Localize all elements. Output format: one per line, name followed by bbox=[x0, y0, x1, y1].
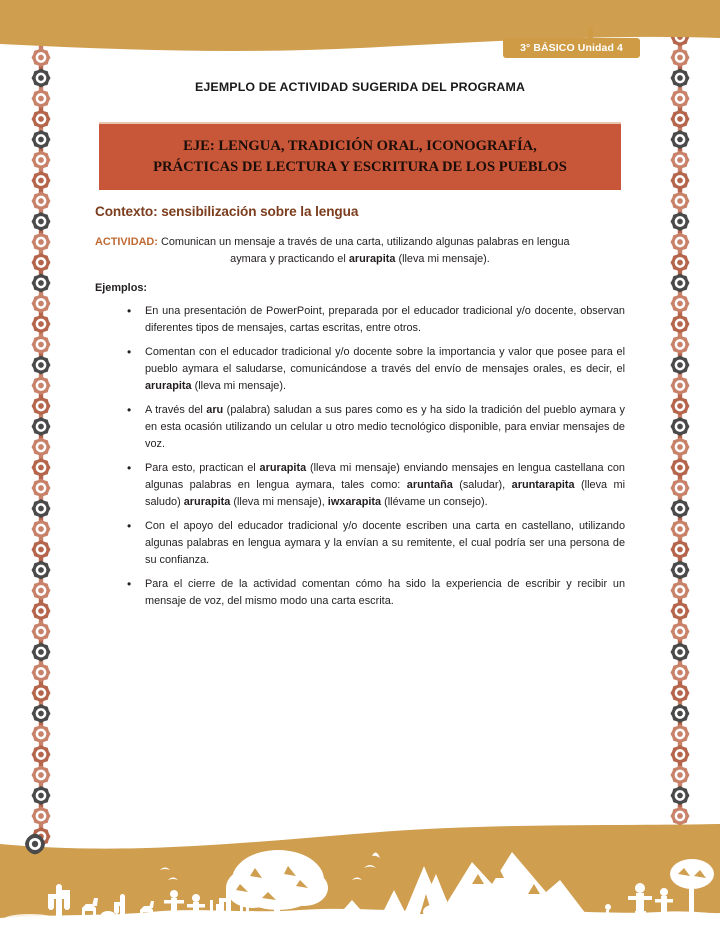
medallion-icon bbox=[32, 540, 51, 559]
medallion-icon bbox=[32, 643, 51, 662]
example-text: (lleva mi saludo) bbox=[145, 478, 625, 508]
example-text: Comentan con el educador tradicional y/o docente sobre la importancia y valor que posee para el pueblo aymara el saludarse, comunicándose a través del envío de mensajes orales, es decir, el bbox=[145, 345, 625, 375]
medallion-icon bbox=[32, 212, 51, 231]
grade-unit-badge: 3° BÁSICO Unidad 4 bbox=[503, 38, 640, 58]
medallion-icon bbox=[32, 581, 51, 600]
medallion-icon bbox=[671, 294, 690, 313]
footer-illustration-band bbox=[0, 822, 720, 932]
eje-banner bbox=[99, 122, 621, 190]
medallion-icon bbox=[671, 171, 690, 190]
medallion-icon bbox=[32, 110, 51, 129]
example-item bbox=[143, 518, 625, 569]
medallion-icon bbox=[671, 704, 690, 723]
medallion-icon bbox=[671, 561, 690, 580]
medallion-icon bbox=[671, 581, 690, 600]
medallion-icon bbox=[32, 602, 51, 621]
main-content bbox=[95, 80, 625, 610]
medallion-icon bbox=[32, 397, 51, 416]
medallion-icon bbox=[32, 376, 51, 395]
medallion-icon bbox=[32, 417, 51, 436]
medallion-icon bbox=[671, 663, 690, 682]
medallion-icon bbox=[671, 479, 690, 498]
eje-banner-line-1: EJE: LENGUA, TRADICIÓN ORAL, ICONOGRAFÍA, bbox=[183, 138, 537, 154]
medallion-icon bbox=[671, 89, 690, 108]
medallion-icon bbox=[671, 69, 690, 88]
aymara-term: aruntarapita bbox=[511, 478, 575, 491]
medallion-icon bbox=[32, 233, 51, 252]
page-title: EJEMPLO DE ACTIVIDAD SUGERIDA DEL PROGRAMA bbox=[194, 80, 526, 94]
activity-text-line-1: Comunican un mensaje a través de una carta, utilizando algunas palabras en lengua bbox=[157, 236, 570, 249]
activity-paragraph bbox=[95, 234, 625, 267]
medallion-icon bbox=[24, 833, 46, 855]
activity-text-line-2 bbox=[95, 251, 625, 268]
medallion-icon bbox=[32, 69, 51, 88]
medallion-icon bbox=[671, 786, 690, 805]
aymara-term: iwxarapita bbox=[327, 495, 382, 508]
medallion-icon bbox=[671, 458, 690, 477]
aymara-term: arurapita bbox=[259, 461, 307, 474]
medallion-icon bbox=[671, 376, 690, 395]
footer-corner-medallion bbox=[24, 833, 46, 860]
example-text: (lleva mi mensaje) enviando mensajes en lengua castellana con algunas palabras en lengua aymara, tales como: bbox=[145, 461, 625, 491]
medallion-icon bbox=[671, 766, 690, 785]
medallion-icon bbox=[671, 233, 690, 252]
medallion-icon bbox=[32, 663, 51, 682]
medallion-icon bbox=[671, 110, 690, 129]
medallion-icon bbox=[671, 684, 690, 703]
medallion-icon bbox=[32, 766, 51, 785]
example-text: (saludar), bbox=[452, 478, 512, 491]
medallion-icon bbox=[32, 704, 51, 723]
medallion-icon bbox=[671, 745, 690, 764]
right-decorative-border bbox=[659, 0, 701, 932]
context-title: Contexto: sensibilización sobre la lengua bbox=[95, 204, 359, 220]
medallion-icon bbox=[671, 212, 690, 231]
medallion-icon bbox=[32, 171, 51, 190]
medallion-icon bbox=[671, 602, 690, 621]
example-text: Para esto, practican el bbox=[145, 461, 260, 474]
left-decorative-border bbox=[20, 0, 62, 932]
medallion-icon bbox=[32, 520, 51, 539]
medallion-icon bbox=[32, 253, 51, 272]
medallion-icon bbox=[671, 622, 690, 641]
example-item bbox=[143, 460, 625, 511]
medallion-icon bbox=[32, 745, 51, 764]
medallion-icon bbox=[32, 89, 51, 108]
medallion-icon bbox=[32, 356, 51, 375]
medallion-icon bbox=[671, 253, 690, 272]
medallion-icon bbox=[32, 294, 51, 313]
example-text: (llévame un consejo). bbox=[381, 495, 488, 508]
medallion-icon bbox=[671, 397, 690, 416]
example-item bbox=[143, 576, 625, 610]
aymara-term: arurapita bbox=[183, 495, 231, 508]
medallion-icon bbox=[32, 130, 51, 149]
medallion-icon bbox=[671, 417, 690, 436]
medallion-icon bbox=[32, 786, 51, 805]
medallion-icon bbox=[671, 130, 690, 149]
example-text: (lleva mi mensaje). bbox=[191, 379, 287, 392]
medallion-icon bbox=[32, 335, 51, 354]
examples-list bbox=[95, 303, 625, 610]
medallion-icon bbox=[671, 274, 690, 293]
activity-label: ACTIVIDAD: bbox=[95, 236, 158, 249]
medallion-chain-icon bbox=[20, 0, 62, 932]
example-text: (lleva mi mensaje), bbox=[230, 495, 328, 508]
activity-line2-post: (lleva mi mensaje). bbox=[395, 253, 490, 265]
medallion-icon bbox=[32, 622, 51, 641]
medallion-icon bbox=[671, 356, 690, 375]
medallion-icon bbox=[671, 725, 690, 744]
medallion-icon bbox=[671, 520, 690, 539]
aymara-term: aruntaña bbox=[406, 478, 453, 491]
medallion-icon bbox=[32, 458, 51, 477]
example-item bbox=[143, 303, 625, 337]
medallion-icon bbox=[32, 725, 51, 744]
medallion-icon bbox=[671, 643, 690, 662]
example-text: Para el cierre de la actividad comentan cómo ha sido la experiencia de escribir y recibir un mensaje de voz, del mismo modo una carta escrita. bbox=[145, 577, 625, 607]
activity-term-arurapita: arurapita bbox=[348, 253, 396, 265]
medallion-icon bbox=[671, 438, 690, 457]
medallion-icon bbox=[671, 315, 690, 334]
example-text: Con el apoyo del educador tradicional y/o docente escriben una carta en castellano, utilizando algunas palabras en lengua aymara y la envían a su remitente, el cual podría ser una persona de su confianza. bbox=[145, 519, 625, 566]
examples-label: Ejemplos: bbox=[95, 281, 148, 294]
medallion-icon bbox=[32, 151, 51, 170]
example-item bbox=[143, 344, 625, 395]
medallion-chain-icon bbox=[659, 0, 701, 932]
medallion-icon bbox=[32, 479, 51, 498]
medallion-icon bbox=[671, 192, 690, 211]
medallion-icon bbox=[671, 151, 690, 170]
medallion-icon bbox=[671, 499, 690, 518]
medallion-icon bbox=[32, 499, 51, 518]
aymara-term: arurapita bbox=[145, 379, 192, 392]
medallion-icon bbox=[32, 438, 51, 457]
medallion-icon bbox=[671, 540, 690, 559]
medallion-icon bbox=[32, 274, 51, 293]
medallion-icon bbox=[32, 684, 51, 703]
example-text: A través del bbox=[145, 403, 207, 416]
example-text: En una presentación de PowerPoint, preparada por el educador tradicional y/o docente, observan diferentes tipos de mensajes, cartas escritas, entre otros. bbox=[145, 304, 625, 334]
medallion-icon bbox=[32, 192, 51, 211]
activity-line2-pre: aymara y practicando el bbox=[230, 253, 349, 265]
andean-landscape-silhouette-icon bbox=[0, 822, 720, 932]
medallion-icon bbox=[32, 315, 51, 334]
aymara-term: aru bbox=[206, 403, 224, 416]
example-text: (palabra) saludan a sus pares como es y ha sido la tradición del pueblo aymara y en esta ocasión utilizando un celular u otro medio tecnológico disponible, para enviar mensajes de voz. bbox=[145, 403, 625, 450]
example-item bbox=[143, 402, 625, 453]
medallion-icon bbox=[671, 335, 690, 354]
medallion-icon bbox=[32, 561, 51, 580]
eje-banner-line-2: PRÁCTICAS DE LECTURA Y ESCRITURA DE LOS PUEBLOS bbox=[153, 158, 567, 175]
